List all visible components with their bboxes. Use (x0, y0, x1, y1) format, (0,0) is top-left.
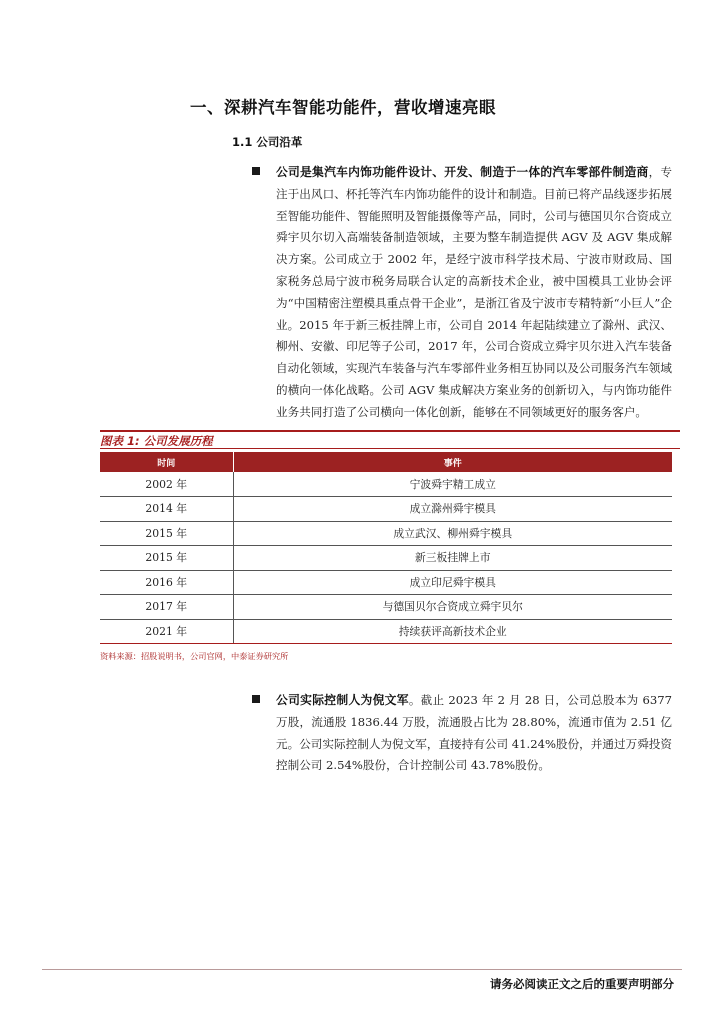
paragraph-body: 。截止 2023 年 2 月 28 日，公司总股本为 6377 万股，流通股 1836.44 万股，流通股占比为 28.80%，流通市值为 2.51 亿元。公司实际控制人为倪文军，直接持有公司 41.24%股份，并通过万舜投资控制公司 2.54%股份，合计控制公司 43.78%股份。 (276, 693, 672, 773)
table-cell-year: 2015 年 (100, 546, 233, 571)
table-cell-year: 2014 年 (100, 497, 233, 522)
controller-paragraph (276, 690, 672, 777)
figure-title-divider (100, 448, 680, 449)
table-row (100, 619, 672, 644)
column-header-event: 事件 (233, 452, 672, 472)
table-cell-event: 新三板挂牌上市 (233, 546, 672, 571)
column-header-time: 时间 (100, 452, 233, 472)
paragraph-lead: 公司实际控制人为倪文军 (276, 693, 409, 707)
square-bullet-icon (252, 695, 260, 703)
paragraph-body: ，专注于出风口、杯托等汽车内饰功能件的设计和制造。目前已将产品线逐步拓展至智能功能件、智能照明及智能摄像等产品，同时，公司与德国贝尔合资成立舜宇贝尔切入高端装备制造领域，主要为整车制造提供 AGV 及 AGV 集成解决方案。公司成立于 2002 年，是经宁波市科学技术局、宁波市财政局、国家税务总局宁波市税务局联合认定的高新技术企业，被中国模具工业协会评为“中国精密注塑模具重点骨干企业”，是浙江省及宁波市专精特新“小巨人”企业。2015 年于新三板挂牌上市，公司自 2014 年起陆续建立了滁州、武汉、柳州、安徽、印尼等子公司，2017 年，公司合资成立舜宇贝尔进入汽车装备自动化领域，实现汽车装备与汽车零部件业务相互协同以及公司服务汽车领域的横向一体化战略。公司 AGV 集成解决方案业务的创新切入，与内饰功能件业务共同打造了公司横向一体化创新，能够在不同领域更好的服务客户。 (276, 165, 672, 419)
table-header-row (100, 452, 672, 472)
table-cell-year: 2021 年 (100, 619, 233, 644)
table-row (100, 497, 672, 522)
footer-divider (42, 969, 682, 970)
square-bullet-icon (252, 167, 260, 175)
table-row (100, 570, 672, 595)
table-cell-year: 2002 年 (100, 472, 233, 497)
subsection-title: 1.1 公司沿革 (232, 135, 303, 149)
table-cell-year: 2015 年 (100, 521, 233, 546)
figure-source: 资料来源：招股说明书，公司官网，中泰证券研究所 (100, 651, 289, 661)
table-row (100, 546, 672, 571)
company-history-paragraph (276, 162, 672, 424)
section-title: 一、深耕汽车智能功能件，营收增速亮眼 (190, 98, 496, 117)
table-row (100, 472, 672, 497)
table-row (100, 521, 672, 546)
table-cell-event: 持续获评高新技术企业 (233, 619, 672, 644)
figure-title: 图表 1: 公司发展历程 (100, 430, 680, 450)
table-cell-year: 2016 年 (100, 570, 233, 595)
table-cell-year: 2017 年 (100, 595, 233, 620)
table-cell-event: 成立印尼舜宇模具 (233, 570, 672, 595)
footer-disclaimer: 请务必阅读正文之后的重要声明部分 (490, 977, 674, 991)
table-cell-event: 成立武汉、柳州舜宇模具 (233, 521, 672, 546)
table-cell-event: 与德国贝尔合资成立舜宇贝尔 (233, 595, 672, 620)
history-table (100, 452, 672, 644)
paragraph-lead: 公司是集汽车内饰功能件设计、开发、制造于一体的汽车零部件制造商 (276, 165, 649, 179)
table-cell-event: 宁波舜宇精工成立 (233, 472, 672, 497)
table-cell-event: 成立滁州舜宇模具 (233, 497, 672, 522)
table-row (100, 595, 672, 620)
